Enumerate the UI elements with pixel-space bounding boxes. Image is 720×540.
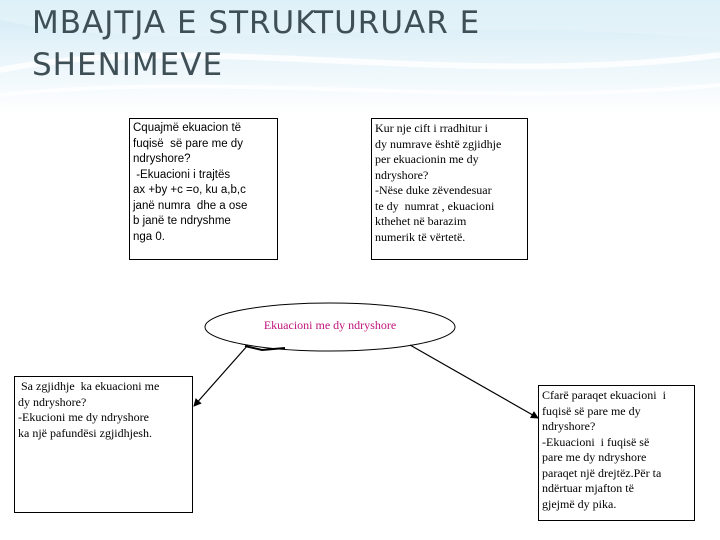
box-bottom-left xyxy=(14,376,193,513)
box-line: janë numra dhe a ose xyxy=(133,199,248,212)
box-line: te dy numrat , ekuacioni xyxy=(375,198,495,213)
box-line: gjejmë dy pika. xyxy=(542,496,617,511)
box-line: per ekuacionin me dy xyxy=(375,152,479,166)
box-line: numerik të vërtetë. xyxy=(375,229,466,244)
box-line: ndërtuar mjafton të xyxy=(542,481,634,495)
box-line: ndryshore? xyxy=(375,167,429,182)
box-line: nga 0. xyxy=(133,230,165,243)
box-line: Sa zgjidhje ka ekuacioni me xyxy=(18,379,160,393)
box-bottom-right xyxy=(538,385,695,521)
box-line: b janë te ndryshme xyxy=(133,215,231,227)
box-top-left xyxy=(129,118,278,260)
box-line: Cfarë paraqet ekuacioni i xyxy=(542,388,666,402)
box-line: dy numrave është zgjidhje xyxy=(375,136,502,151)
box-line: fuqisë së pare me dy xyxy=(133,137,243,150)
box-line: fuqisë së pare me dy xyxy=(542,403,641,418)
box-top-right xyxy=(371,118,528,260)
box-line: kthehet në barazim xyxy=(375,214,467,228)
slide-title: MBAJTJA E STRUKTURUAR E SHENIMEVE xyxy=(32,5,481,83)
box-line: pare me dy ndryshore xyxy=(542,450,647,464)
box-line: -Nëse duke zëvendesuar xyxy=(375,183,492,197)
arrow-to-bottom-right xyxy=(410,345,538,418)
box-line: -Ekuacioni i trajtës xyxy=(133,168,231,181)
box-line: Kur nje cift i rradhitur i xyxy=(375,121,488,135)
center-label: Ekuacioni me dy ndryshore xyxy=(263,318,397,332)
box-line: ax +by +c =o, ku a,b,c xyxy=(133,184,246,196)
box-line: -Ekucioni me dy ndryshore xyxy=(18,410,149,424)
box-line: ndryshore? xyxy=(542,419,596,433)
box-line: paraqet një drejtëz.Për ta xyxy=(542,465,662,480)
box-line: Cquajmë ekuacion të xyxy=(133,122,242,134)
arrow-to-bottom-left xyxy=(194,345,248,406)
box-line: ka një pafundësi zgjidhjesh. xyxy=(18,425,152,440)
box-line: dy ndryshore? xyxy=(18,394,87,409)
box-line: -Ekuacioni i fuqisë së xyxy=(542,434,650,449)
box-line: ndryshore? xyxy=(133,153,191,165)
